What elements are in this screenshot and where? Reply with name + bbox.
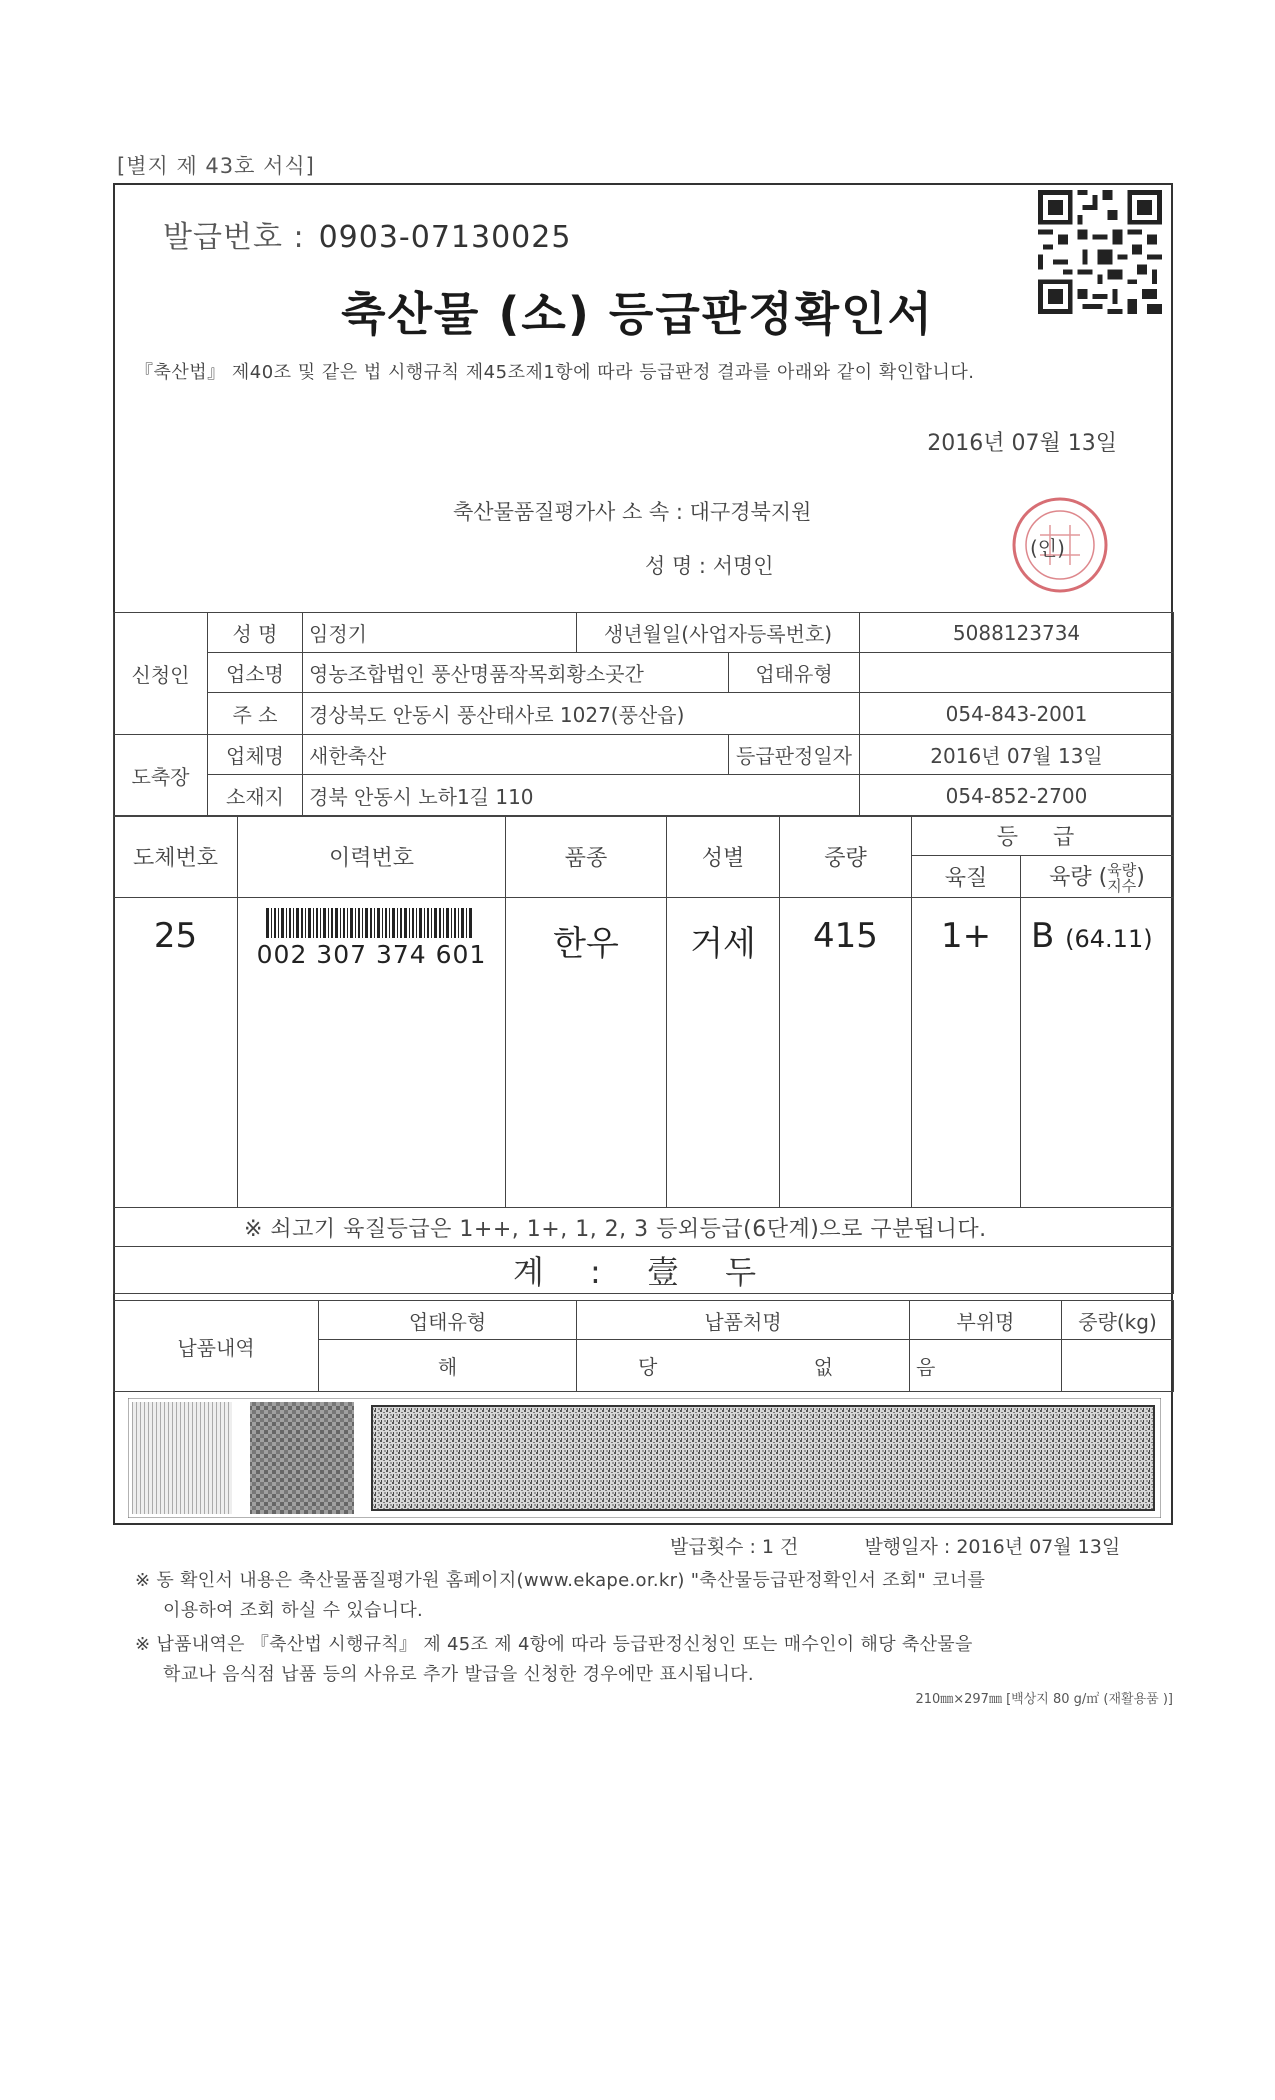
delivery-header-biz-type: 업태유형	[319, 1301, 577, 1340]
confirmation-date: 2016년 07월 13일	[927, 431, 1117, 456]
business-type-label: 업태유형	[729, 653, 860, 693]
delivery-label: 납품내역	[114, 1301, 319, 1392]
slaughterhouse-group-label: 도축장	[114, 735, 208, 817]
slaughterhouse-name: 새한축산	[303, 735, 729, 775]
applicant-phone: 054-843-2001	[860, 693, 1174, 735]
trace-no-cell	[238, 898, 506, 1208]
address: 경상북도 안동시 풍산태사로 1027(풍산읍)	[303, 693, 860, 735]
footnote-1-line-1: ※ 동 확인서 내용은 축산물품질평가원 홈페이지(www.ekape.or.kr) "축산물등급판정확인서 조회" 코너를	[135, 1570, 986, 1591]
delivery-header-recipient: 납품처명	[577, 1301, 910, 1340]
footnote-1-line-2: 이용하여 조회 하실 수 있습니다.	[163, 1600, 424, 1621]
quality-header: 육질	[912, 856, 1021, 898]
weight-header: 중량	[780, 816, 912, 898]
delivery-value-1: 해	[319, 1340, 577, 1392]
yield-grade: B	[1031, 916, 1055, 956]
sex: 거세	[667, 898, 780, 1208]
footnote-2	[135, 1630, 973, 1690]
birth-value: 5088123734	[860, 613, 1174, 653]
seal-mark-text: (인)	[1030, 536, 1065, 560]
footnote-1	[135, 1566, 985, 1626]
delivery-value-2: 당	[638, 1355, 658, 1379]
evaluator-affiliation-value: 대구경북지원	[689, 500, 812, 524]
form-label: [별지 제 43호 서식]	[117, 154, 315, 178]
applicant-name: 임정기	[303, 613, 577, 653]
delivery-value-2-3	[577, 1340, 910, 1392]
business-name: 영농조합법인 풍산명품작목회황소곳간	[303, 653, 729, 693]
weight: 415	[780, 898, 912, 1208]
yield-index: (64.11)	[1065, 925, 1153, 953]
yield-header	[1021, 856, 1174, 898]
evaluator-affiliation-label: 축산물품질평가사 소 속 :	[453, 500, 683, 524]
slaughterhouse-name-label: 업체명	[208, 735, 303, 775]
business-type	[860, 653, 1174, 693]
yield-header-label: 육량 (	[1049, 864, 1108, 890]
carcass-no: 25	[114, 898, 238, 1208]
issue-number	[163, 212, 571, 256]
footnote-2-line-1: ※ 납품내역은 『축산법 시행규칙』 제 45조 제 4항에 따라 등급판정신청인 또는 매수인이 해당 축산물을	[135, 1634, 973, 1655]
security-pattern-strip	[128, 1398, 1161, 1518]
delivery-value-4: 음	[910, 1340, 1062, 1392]
location: 경북 안동시 노하1길 110	[303, 775, 860, 817]
paper-spec: 210㎜×297㎜ [백상지 80 g/㎡ (재활용품 )]	[915, 1692, 1173, 1707]
business-name-label: 업소명	[208, 653, 303, 693]
total-count: 계 : 壹 두	[114, 1247, 1174, 1294]
quality-grade: 1+	[912, 898, 1021, 1208]
yield-cell	[1021, 898, 1174, 1208]
delivery-value-5	[1062, 1340, 1174, 1392]
birth-label: 생년월일(사업자등록번호)	[577, 613, 860, 653]
footnote-2-line-2: 학교나 음식점 납품 등의 사유로 추가 발급을 신청한 경우에만 표시됩니다.	[163, 1664, 754, 1685]
applicant-table	[113, 612, 1174, 817]
legal-basis-text: 『축산법』 제40조 및 같은 법 시행규칙 제45조제1항에 따라 등급판정 결과를 아래와 같이 확인합니다.	[135, 362, 975, 383]
applicant-group-label: 신청인	[114, 613, 208, 735]
breed: 한우	[506, 898, 667, 1208]
evaluator-affiliation	[453, 496, 811, 526]
grading-result-table	[113, 815, 1174, 1294]
document-title: 축산물 (소) 등급판정확인서	[341, 287, 934, 341]
delivery-header-part: 부위명	[910, 1301, 1062, 1340]
delivery-value-3: 없	[813, 1355, 834, 1379]
yield-header-paren: )	[1136, 864, 1145, 890]
sex-header: 성별	[667, 816, 780, 898]
carcass-no-header: 도체번호	[114, 816, 238, 898]
location-label: 소재지	[208, 775, 303, 817]
issue-date: 발행일자 : 2016년 07월 13일	[864, 1536, 1121, 1558]
slaughterhouse-phone: 054-852-2700	[860, 775, 1174, 817]
issue-info	[670, 1532, 1120, 1559]
trace-no-header: 이력번호	[238, 816, 506, 898]
issue-count: 발급횟수 : 1 건	[670, 1536, 799, 1558]
breed-header: 품종	[506, 816, 667, 898]
evaluator-name	[645, 550, 774, 580]
grade-header: 등 급	[912, 816, 1174, 856]
issue-number-label: 발급번호 :	[163, 220, 305, 255]
trace-no: 002 307 374 601	[256, 940, 487, 969]
delivery-header-weight: 중량(kg)	[1062, 1301, 1174, 1340]
grading-date: 2016년 07월 13일	[860, 735, 1174, 775]
yield-index-header-label: 육량 지수	[1107, 860, 1137, 895]
issue-number-value: 0903-07130025	[318, 220, 572, 255]
evaluator-name-value: 서명인	[712, 554, 774, 578]
grade-note: ※ 쇠고기 육질등급은 1++, 1+, 1, 2, 3 등외등급(6단계)으로 구분됩니다.	[114, 1208, 1174, 1247]
evaluator-name-label: 성 명 :	[645, 554, 706, 578]
applicant-name-label: 성 명	[208, 613, 303, 653]
address-label: 주 소	[208, 693, 303, 735]
delivery-table	[113, 1300, 1174, 1392]
grading-date-label: 등급판정일자	[729, 735, 860, 775]
barcode-icon	[266, 908, 476, 938]
